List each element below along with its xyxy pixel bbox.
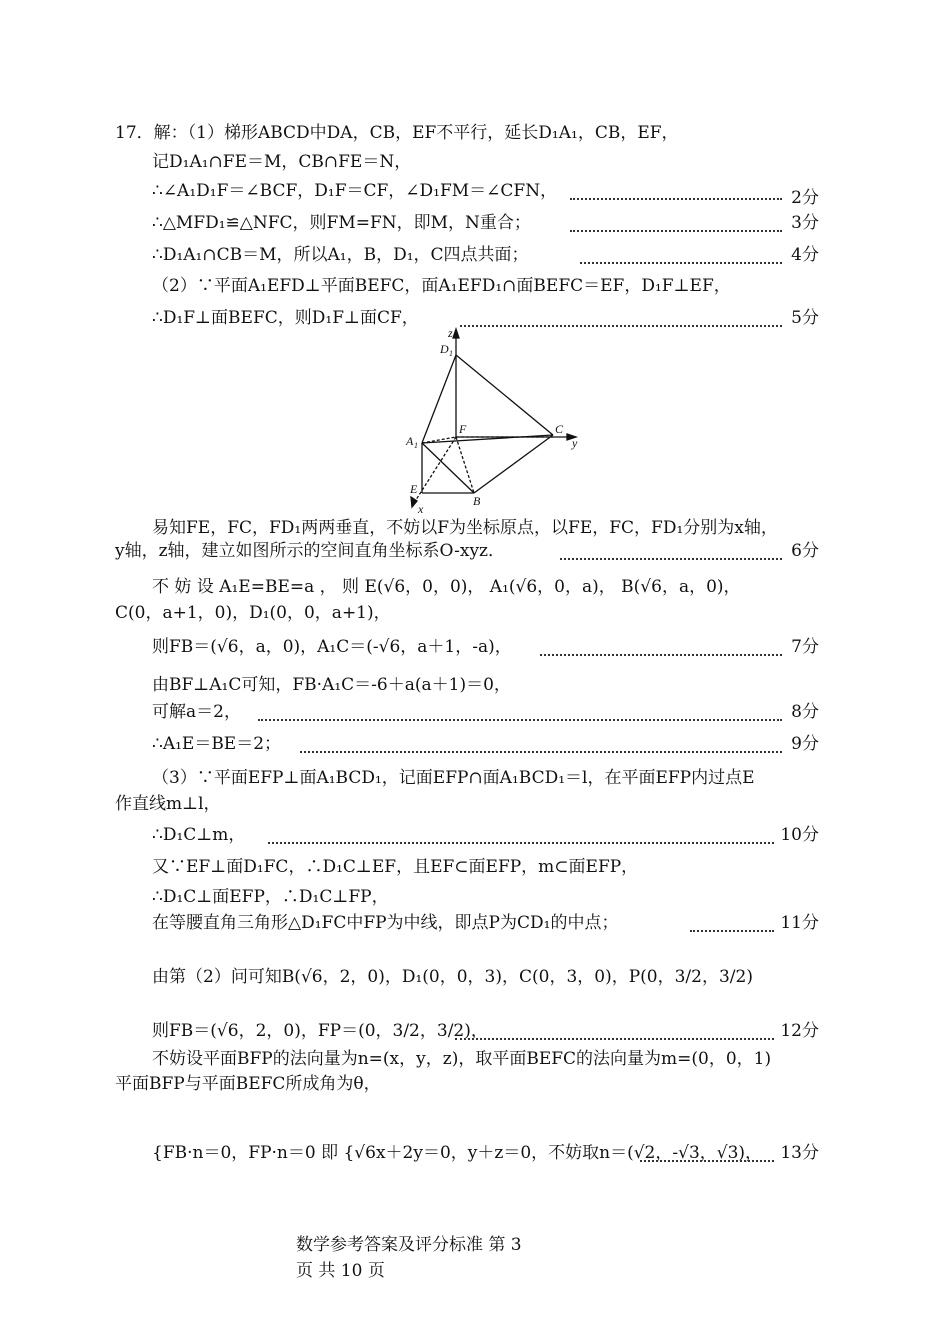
dot-leader	[268, 842, 774, 844]
label-e: E	[410, 482, 418, 496]
line-9: y轴，z轴，建立如图所示的空间直角坐标系O-xyz．	[115, 541, 506, 561]
score-12: 12分	[780, 1021, 819, 1041]
score-11: 11分	[780, 913, 819, 933]
line-14: 可解a＝2，	[152, 702, 241, 722]
label-y: y	[572, 436, 578, 450]
score-9: 9分	[791, 734, 819, 754]
dot-leader	[258, 719, 782, 721]
label-z: z	[448, 326, 453, 340]
line-11: C(0，a+1，0)，D₁(0，0，a+1)，	[115, 603, 391, 623]
label-d1: D	[440, 342, 449, 356]
page-footer	[296, 1232, 576, 1284]
line-25: 平面BFP与平面BEFC所成角为θ，	[115, 1074, 381, 1094]
label-a1: A	[406, 434, 414, 448]
line-20: ∴D₁C⊥面EFP，∴D₁C⊥FP，	[152, 887, 389, 907]
label-b: B	[473, 494, 481, 508]
line-7: ∴D₁F⊥面BEFC，则D₁F⊥面CF，	[152, 308, 419, 328]
line-18: ∴D₁C⊥m，	[152, 825, 246, 845]
label-f: F	[459, 422, 467, 436]
dot-leader	[570, 230, 782, 232]
line-4: ∴△MFD₁≌△NFC，则FM=FN，即M，N重合；	[152, 213, 531, 233]
line-23: 则FB＝(√6，2，0)，FP＝(0，3/2，3/2)，	[152, 1021, 488, 1041]
edge-d1-c	[456, 355, 553, 435]
line-6: （2）∵平面A₁EFD⊥平面BEFC，面A₁EFD₁∩面BEFC＝EF，D₁F⊥EF，	[152, 276, 731, 296]
line-22: 由第（2）问可知B(√6，2，0)，D₁(0，0，3)，C(0，3，0)，P(0，3/2，3/2)	[152, 967, 753, 987]
line-8: 易知FE，FC，FD₁两两垂直，不妨以F为坐标原点，以FE，FC，FD₁分别为x轴，	[152, 518, 778, 538]
dot-leader	[640, 1160, 774, 1162]
line-15: ∴A₁E＝BE＝2；	[152, 734, 282, 754]
line-17: 作直线m⊥l，	[115, 794, 221, 814]
score-5: 5分	[791, 308, 819, 328]
line-19: 又∵EF⊥面D₁FC，∴D₁C⊥EF，且EF⊂面EFP，m⊂面EFP，	[152, 857, 639, 877]
score-6: 6分	[791, 541, 819, 561]
label-c: C	[555, 422, 564, 436]
edge-b-c	[474, 435, 553, 493]
dot-leader	[560, 558, 782, 560]
line-12: 则FB＝(√6，a，0)，A₁C＝(-√6，a＋1，-a)，	[152, 637, 512, 657]
dot-leader	[540, 654, 782, 656]
line-3: ∴∠A₁D₁F＝∠BCF，D₁F＝CF，∠D₁FM＝∠CFN，	[152, 181, 558, 201]
dot-leader	[690, 930, 774, 932]
edge-d1-a1	[422, 355, 456, 443]
z-axis-arrow	[453, 329, 459, 338]
dot-leader	[580, 262, 782, 264]
line-13: 由BF⊥A₁C可知，FB·A₁C＝-6＋a(a＋1)＝0，	[152, 675, 511, 695]
line-16: （3）∵平面EFP⊥面A₁BCD₁，记面EFP∩面A₁BCD₁＝l，在平面EFP内过点E	[152, 768, 755, 788]
dot-leader	[570, 198, 782, 200]
line-24: 不妨设平面BFP的法向量为n=(x，y，z)，取平面BEFC的法向量为m=(0，0，1)	[152, 1049, 772, 1069]
dot-leader	[455, 1038, 774, 1040]
line-5: ∴D₁A₁∩CB＝M，所以A₁，B，D₁，C四点共面；	[152, 245, 529, 265]
line-21: 在等腰直角三角形△D₁FC中FP为中线，即点P为CD₁的中点；	[152, 913, 619, 933]
score-3: 3分	[791, 213, 819, 233]
score-7: 7分	[791, 637, 819, 657]
score-10: 10分	[780, 825, 819, 845]
coordinate-figure	[400, 325, 600, 515]
score-2: 2分	[791, 188, 819, 208]
footer-line-1: 数学参考答案及评分标准 第 3	[296, 1235, 522, 1255]
score-8: 8分	[791, 702, 819, 722]
label-a1-sub: 1	[414, 441, 418, 450]
x-axis-arrow	[411, 497, 417, 507]
line-1: 17．解：（1）梯形ABCD中DA，CB，EF不平行，延长D₁A₁，CB，EF，	[115, 123, 679, 143]
line-2: 记D₁A₁∩FE＝M，CB∩FE＝N，	[152, 152, 412, 172]
line-26: {FB·n＝0，FP·n＝0 即 {√6x＋2y＝0，y＋z＝0，不妨取n＝(√2，-√3，√3)，	[152, 1143, 763, 1163]
label-d1-sub: 1	[449, 349, 453, 358]
score-4: 4分	[791, 245, 819, 265]
dot-leader	[300, 751, 782, 753]
label-x: x	[418, 502, 424, 515]
line-10: 不 妨 设 A₁E=BE=a ， 则 E(√6，0，0)， A₁(√6，0，a)， B(√6，a，0)，	[152, 577, 741, 597]
score-13: 13分	[780, 1143, 819, 1163]
footer-line-2: 页 共 10 页	[296, 1261, 385, 1281]
